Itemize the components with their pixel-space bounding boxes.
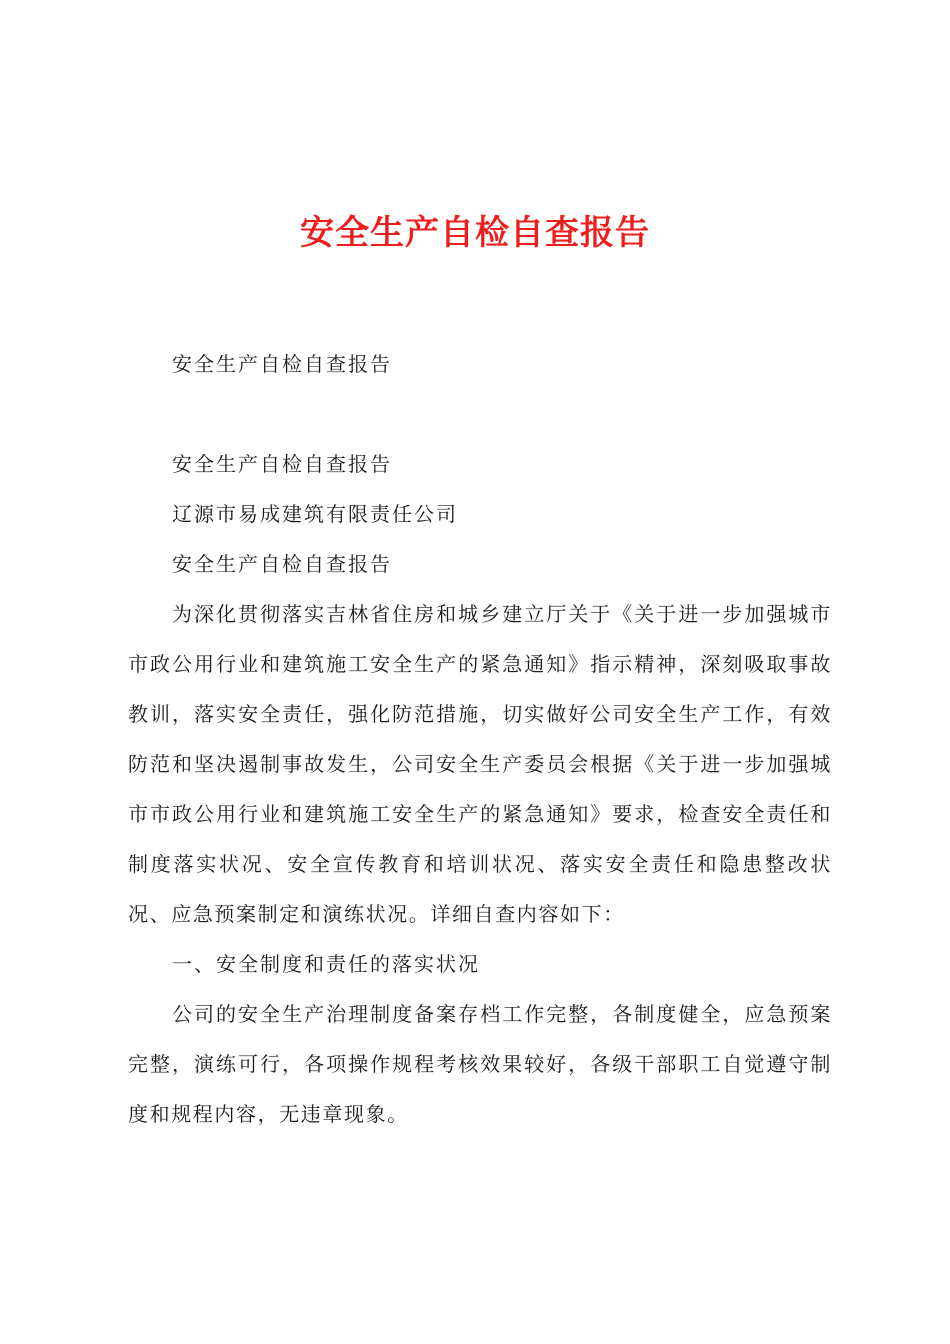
subtitle-line-2: 安全生产自检自查报告 xyxy=(172,452,392,476)
document-title: 安全生产自检自查报告 xyxy=(300,213,650,253)
subtitle-line-3: 安全生产自检自查报告 xyxy=(172,552,392,576)
intro-paragraph: 为深化贯彻落实吉林省住房和城乡建立厅关于《关于进一步加强城市市政公用行业和建筑施工安全生产的紧急通知》指示精神，深刻吸取事故教训，落实安全责任，强化防范措施，切实做好公司安全生产工作，有效防范和坚决遏制事故发生，公司安全生产委员会根据《关于进一步加强城市市政公用行业和建筑施工安全生产的紧急通知》要求，检查安全责任和制度落实状况、安全宣传教育和培训状况、落实安全责任和隐患整改状况、应急预案制定和演练状况。详细自查内容如下： xyxy=(128,602,832,926)
subtitle-line-1: 安全生产自检自查报告 xyxy=(172,352,392,376)
section-1-paragraph: 公司的安全生产治理制度备案存档工作完整，各制度健全，应急预案完整，演练可行，各项操作规程考核效果较好，各级干部职工自觉遵守制度和规程内容，无违章现象。 xyxy=(128,1002,832,1126)
section-1-heading: 一、安全制度和责任的落实状况 xyxy=(172,952,480,976)
company-name: 辽源市易成建筑有限责任公司 xyxy=(172,502,458,526)
